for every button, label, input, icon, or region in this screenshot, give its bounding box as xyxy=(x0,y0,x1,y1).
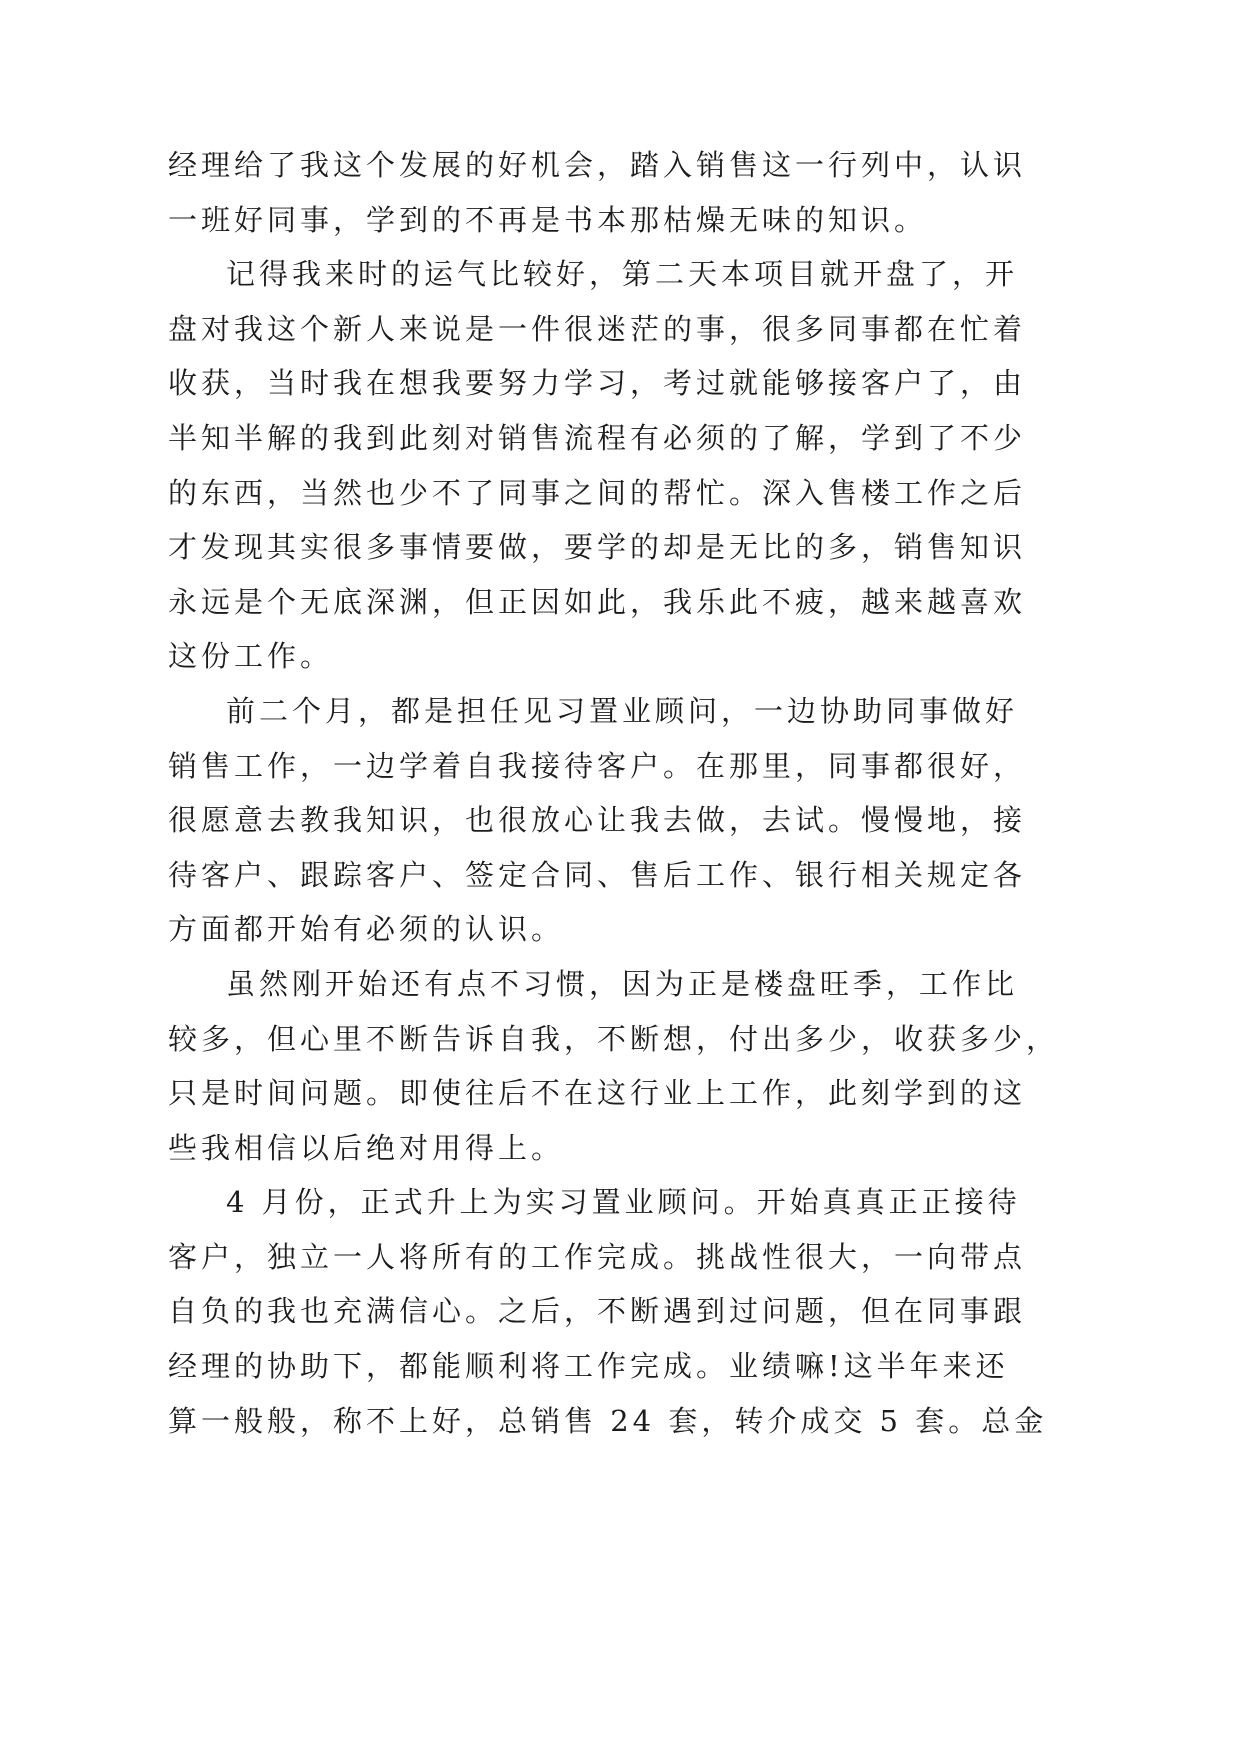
paragraph-first-line: 虽然刚开始还有点不习惯，因为正是楼盘旺季，工作比 xyxy=(226,966,1019,1001)
text-line: 客户，独立一人将所有的工作完成。挑战性很大，一向带点 xyxy=(168,1239,1027,1274)
text-line: 永远是个无底深渊，但正因如此，我乐此不疲，越来越喜欢 xyxy=(168,584,1027,619)
text-line: 只是时间问题。即使往后不在这行业上工作，此刻学到的这 xyxy=(168,1076,1027,1111)
body-text xyxy=(168,138,1060,1448)
paragraph-first-line: 记得我来时的运气比较好，第二天本项目就开盘了，开 xyxy=(226,257,1019,292)
text-line: 盘对我这个新人来说是一件很迷茫的事，很多同事都在忙着 xyxy=(168,311,1027,346)
text-line: 的东西，当然也少不了同事之间的帮忙。深入售楼工作之后 xyxy=(168,475,1027,510)
text-line: 经理给了我这个发展的好机会，踏入销售这一行列中，认识 xyxy=(168,148,1027,182)
text-line: 这份工作。 xyxy=(168,639,334,674)
text-line: 经理的协助下，都能顺利将工作完成。业绩嘛!这半年来还 xyxy=(168,1349,1009,1384)
text-line: 半知半解的我到此刻对销售流程有必须的了解，学到了不少 xyxy=(168,420,1027,455)
text-line: 待客户、跟踪客户、签定合同、售后工作、银行相关规定各 xyxy=(168,857,1027,892)
text-line: 销售工作，一边学着自我接待客户。在那里，同事都很好， xyxy=(168,748,1027,783)
text-line: 收获，当时我在想我要努力学习，考过就能够接客户了，由 xyxy=(168,366,1027,401)
text-line: 才发现其实很多事情要做，要学的却是无比的多，销售知识 xyxy=(168,530,1027,565)
text-line: 些我相信以后绝对用得上。 xyxy=(168,1130,565,1165)
paragraph-first-line: 4 月份，正式升上为实习置业顾问。开始真真正正接待 xyxy=(226,1185,1021,1220)
text-line: 一班好同事，学到的不再是书本那枯燥无味的知识。 xyxy=(168,202,928,237)
text-line: 自负的我也充满信心。之后，不断遇到过问题，但在同事跟 xyxy=(168,1294,1027,1329)
text-line: 较多，但心里不断告诉自我，不断想，付出多少，收获多少， xyxy=(168,1021,1060,1056)
text-line: 方面都开始有必须的认识。 xyxy=(168,912,565,947)
text-line: 算一般般，称不上好，总销售 24 套，转介成交 5 套。总金 xyxy=(168,1403,1048,1438)
text-line: 很愿意去教我知识，也很放心让我去做，去试。慢慢地，接 xyxy=(168,803,1027,838)
paragraph-first-line: 前二个月，都是担任见习置业顾问，一边协助同事做好 xyxy=(226,693,1019,728)
